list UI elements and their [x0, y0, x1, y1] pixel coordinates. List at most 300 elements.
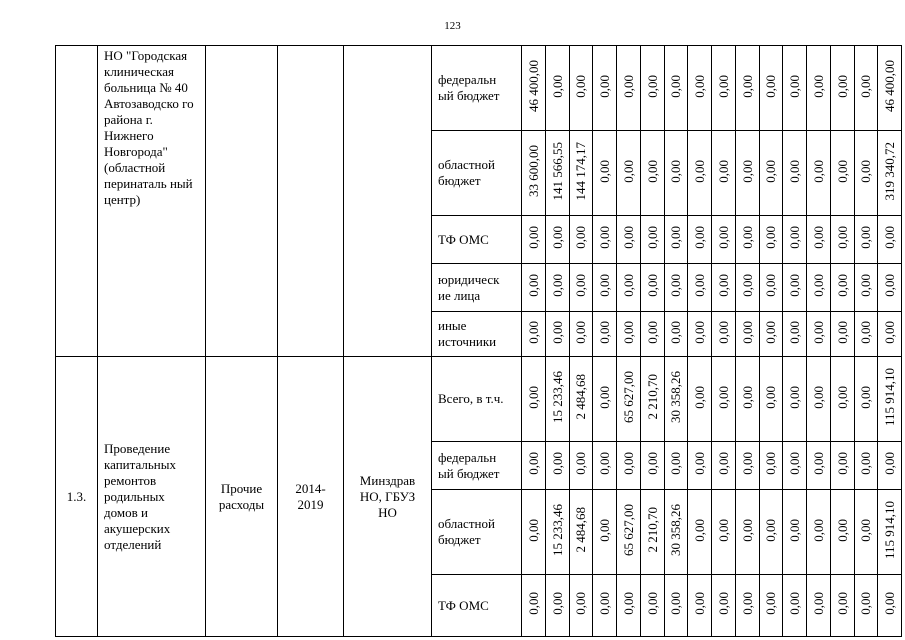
value-cell — [522, 357, 546, 442]
value-text: 0,00 — [810, 74, 826, 98]
value-cell — [545, 216, 569, 264]
expense-type-cell: Прочие расходы — [206, 357, 278, 637]
value-text: 0,00 — [597, 274, 613, 297]
value-text: 0,00 — [597, 74, 613, 98]
value-cell — [783, 490, 807, 575]
value-text: 2 210,70 — [644, 507, 660, 553]
value-cell — [545, 131, 569, 216]
value-text: 141 566,55 — [549, 141, 565, 201]
value-cell — [807, 490, 831, 575]
value-cell — [878, 490, 902, 575]
value-cell — [617, 442, 641, 490]
value-text: 46 400,00 — [882, 60, 898, 112]
value-text: 0,00 — [597, 320, 613, 344]
value-cell — [688, 264, 712, 312]
value-cell — [783, 575, 807, 637]
table-row — [56, 357, 902, 442]
value-cell — [593, 490, 617, 575]
value-text: 0,00 — [763, 274, 779, 297]
value-text: 0,00 — [549, 320, 565, 344]
value-text: 0,00 — [810, 274, 826, 297]
value-cell — [569, 312, 593, 357]
value-text: 0,00 — [739, 226, 755, 249]
value-text: 0,00 — [858, 274, 874, 297]
value-text: 0,00 — [858, 74, 874, 98]
value-cell — [569, 442, 593, 490]
value-text: 0,00 — [763, 385, 779, 409]
value-cell — [830, 442, 854, 490]
value-cell — [688, 442, 712, 490]
value-cell — [640, 131, 664, 216]
value-cell — [712, 357, 736, 442]
value-cell — [854, 490, 878, 575]
value-cell — [830, 312, 854, 357]
value-text: 0,00 — [644, 274, 660, 297]
value-cell — [688, 46, 712, 131]
value-text: 0,00 — [858, 320, 874, 344]
value-cell — [617, 46, 641, 131]
value-text: 0,00 — [715, 226, 731, 249]
value-cell — [640, 312, 664, 357]
value-text: 0,00 — [644, 159, 660, 183]
value-text: 0,00 — [620, 74, 636, 98]
value-text: 115 914,10 — [882, 367, 898, 427]
value-text: 0,00 — [739, 159, 755, 183]
value-text: 0,00 — [715, 385, 731, 409]
value-text: 0,00 — [715, 592, 731, 615]
value-text: 0,00 — [620, 452, 636, 475]
value-cell — [878, 46, 902, 131]
value-cell — [593, 442, 617, 490]
value-cell — [640, 490, 664, 575]
value-cell — [830, 575, 854, 637]
value-text: 0,00 — [573, 320, 589, 344]
value-text: 0,00 — [810, 159, 826, 183]
value-text: 0,00 — [810, 320, 826, 344]
value-text: 0,00 — [763, 518, 779, 542]
value-text: 0,00 — [597, 159, 613, 183]
value-text: 0,00 — [715, 518, 731, 542]
value-text: 0,00 — [597, 518, 613, 542]
value-text: 0,00 — [787, 320, 803, 344]
funding-source-label: областной бюджет — [432, 131, 522, 216]
value-text: 0,00 — [573, 74, 589, 98]
value-text: 0,00 — [597, 385, 613, 409]
value-text: 0,00 — [715, 159, 731, 183]
value-text: 0,00 — [810, 592, 826, 615]
value-cell — [664, 264, 688, 312]
value-text: 33 600,00 — [525, 145, 541, 197]
value-cell — [735, 46, 759, 131]
value-text: 0,00 — [525, 385, 541, 409]
value-cell — [759, 575, 783, 637]
value-cell — [617, 131, 641, 216]
value-text: 0,00 — [763, 452, 779, 475]
value-cell — [688, 312, 712, 357]
funding-source-label: федеральн ый бюджет — [432, 442, 522, 490]
value-cell — [522, 216, 546, 264]
value-text: 0,00 — [810, 226, 826, 249]
value-cell — [854, 216, 878, 264]
value-cell — [522, 131, 546, 216]
value-cell — [783, 46, 807, 131]
value-cell — [854, 575, 878, 637]
table-row — [56, 46, 902, 131]
value-cell — [712, 216, 736, 264]
value-cell — [735, 490, 759, 575]
value-text: 0,00 — [834, 159, 850, 183]
value-text: 0,00 — [787, 159, 803, 183]
value-cell — [735, 442, 759, 490]
value-text: 0,00 — [644, 226, 660, 249]
value-cell — [712, 264, 736, 312]
value-cell — [569, 357, 593, 442]
value-text: 65 627,00 — [620, 504, 636, 556]
value-cell — [593, 264, 617, 312]
value-text: 0,00 — [620, 592, 636, 615]
value-text: 0,00 — [882, 592, 898, 615]
value-text: 0,00 — [787, 74, 803, 98]
value-text: 46 400,00 — [525, 60, 541, 112]
value-text: 0,00 — [668, 74, 684, 98]
item-number-cell: 1.3. — [56, 357, 98, 637]
value-text: 0,00 — [787, 592, 803, 615]
value-cell — [640, 357, 664, 442]
value-cell — [878, 312, 902, 357]
value-text: 0,00 — [834, 385, 850, 409]
value-text: 0,00 — [739, 274, 755, 297]
value-cell — [593, 131, 617, 216]
value-cell — [569, 575, 593, 637]
value-text: 0,00 — [692, 320, 708, 344]
value-text: 0,00 — [573, 274, 589, 297]
value-cell — [783, 131, 807, 216]
value-text: 0,00 — [692, 74, 708, 98]
value-text: 0,00 — [549, 592, 565, 615]
value-text: 0,00 — [834, 518, 850, 542]
value-text: 0,00 — [525, 226, 541, 249]
value-cell — [545, 264, 569, 312]
value-text: 0,00 — [834, 226, 850, 249]
value-text: 0,00 — [644, 452, 660, 475]
value-cell — [664, 131, 688, 216]
value-text: 0,00 — [739, 320, 755, 344]
value-text: 319 340,72 — [882, 141, 898, 201]
value-text: 0,00 — [715, 320, 731, 344]
value-cell — [783, 216, 807, 264]
value-text: 0,00 — [573, 592, 589, 615]
value-cell — [759, 442, 783, 490]
funding-source-label: юридическ ие лица — [432, 264, 522, 312]
value-text: 0,00 — [668, 226, 684, 249]
value-cell — [807, 46, 831, 131]
value-cell — [688, 490, 712, 575]
value-text: 0,00 — [549, 74, 565, 98]
value-text: 0,00 — [763, 320, 779, 344]
value-cell — [545, 442, 569, 490]
value-cell — [522, 46, 546, 131]
value-cell — [712, 490, 736, 575]
value-text: 0,00 — [692, 226, 708, 249]
value-text: 0,00 — [597, 452, 613, 475]
value-text: 0,00 — [739, 385, 755, 409]
value-text: 0,00 — [668, 452, 684, 475]
value-cell — [617, 357, 641, 442]
value-text: 0,00 — [834, 274, 850, 297]
value-cell — [783, 312, 807, 357]
value-cell — [593, 312, 617, 357]
value-cell — [545, 357, 569, 442]
value-cell — [522, 442, 546, 490]
value-cell — [664, 216, 688, 264]
value-cell — [664, 490, 688, 575]
value-text: 0,00 — [787, 518, 803, 542]
value-cell — [640, 46, 664, 131]
value-cell — [807, 575, 831, 637]
value-text: 0,00 — [525, 274, 541, 297]
value-cell — [640, 442, 664, 490]
value-cell — [854, 357, 878, 442]
value-cell — [712, 575, 736, 637]
value-text: 0,00 — [668, 159, 684, 183]
value-cell — [569, 46, 593, 131]
value-text: 0,00 — [834, 74, 850, 98]
value-cell — [854, 264, 878, 312]
value-text: 0,00 — [668, 592, 684, 615]
value-cell — [759, 216, 783, 264]
value-text: 0,00 — [858, 159, 874, 183]
value-cell — [545, 490, 569, 575]
funding-source-label: иные источники — [432, 312, 522, 357]
value-text: 0,00 — [644, 592, 660, 615]
value-text: 0,00 — [739, 518, 755, 542]
value-text: 0,00 — [882, 320, 898, 344]
value-text: 65 627,00 — [620, 371, 636, 423]
value-text: 0,00 — [858, 385, 874, 409]
value-cell — [664, 442, 688, 490]
value-cell — [807, 442, 831, 490]
value-text: 0,00 — [787, 226, 803, 249]
value-cell — [712, 46, 736, 131]
value-text: 0,00 — [715, 74, 731, 98]
value-cell — [759, 357, 783, 442]
value-text: 0,00 — [525, 518, 541, 542]
value-cell — [617, 216, 641, 264]
page-number: 123 — [444, 20, 461, 32]
value-text: 0,00 — [573, 226, 589, 249]
value-cell — [640, 575, 664, 637]
value-cell — [830, 131, 854, 216]
value-cell — [759, 131, 783, 216]
value-cell — [807, 312, 831, 357]
expense-type-cell — [206, 46, 278, 357]
value-text: 0,00 — [620, 226, 636, 249]
value-text: 0,00 — [692, 518, 708, 542]
value-cell — [712, 312, 736, 357]
value-text: 0,00 — [763, 226, 779, 249]
executor-cell — [344, 46, 432, 357]
value-cell — [878, 575, 902, 637]
value-cell — [617, 490, 641, 575]
item-name-cell: Проведение капитальных ремонтов родильных домов и акушерских отделений — [98, 357, 206, 637]
value-cell — [712, 442, 736, 490]
value-cell — [783, 264, 807, 312]
value-text: 0,00 — [763, 74, 779, 98]
value-cell — [640, 216, 664, 264]
funding-source-label: ТФ ОМС — [432, 575, 522, 637]
value-text: 0,00 — [644, 320, 660, 344]
value-cell — [522, 264, 546, 312]
value-cell — [664, 357, 688, 442]
value-cell — [569, 490, 593, 575]
funding-source-label: Всего, в т.ч. — [432, 357, 522, 442]
period-cell: 2014-2019 — [278, 357, 344, 637]
value-cell — [830, 357, 854, 442]
value-text: 0,00 — [858, 226, 874, 249]
funding-source-label: ТФ ОМС — [432, 216, 522, 264]
value-cell — [830, 216, 854, 264]
value-text: 115 914,10 — [882, 500, 898, 560]
item-name-cell: НО "Городская клиническая больница № 40 Автозаводско го района г. Нижнего Новгорода" (областной перинаталь ный центр) — [98, 46, 206, 357]
value-cell — [640, 264, 664, 312]
value-text: 2 210,70 — [644, 374, 660, 420]
value-cell — [617, 312, 641, 357]
funding-source-label: федеральн ый бюджет — [432, 46, 522, 131]
value-cell — [593, 575, 617, 637]
value-cell — [545, 46, 569, 131]
value-text: 30 358,26 — [668, 504, 684, 556]
value-text: 0,00 — [810, 452, 826, 475]
value-cell — [807, 264, 831, 312]
value-cell — [807, 131, 831, 216]
value-cell — [878, 131, 902, 216]
value-cell — [712, 131, 736, 216]
value-cell — [664, 46, 688, 131]
value-text: 0,00 — [715, 274, 731, 297]
value-cell — [688, 216, 712, 264]
value-cell — [735, 216, 759, 264]
value-text: 0,00 — [692, 159, 708, 183]
value-cell — [688, 357, 712, 442]
value-text: 0,00 — [882, 226, 898, 249]
executor-cell: Минздрав НО, ГБУЗ НО — [344, 357, 432, 637]
period-cell — [278, 46, 344, 357]
value-cell — [522, 575, 546, 637]
value-cell — [569, 216, 593, 264]
value-cell — [522, 312, 546, 357]
value-text: 15 233,46 — [549, 371, 565, 423]
value-cell — [854, 312, 878, 357]
value-text: 0,00 — [739, 592, 755, 615]
value-text: 0,00 — [834, 320, 850, 344]
value-text: 0,00 — [597, 592, 613, 615]
value-cell — [735, 312, 759, 357]
value-cell — [735, 264, 759, 312]
value-text: 0,00 — [810, 385, 826, 409]
item-number-cell — [56, 46, 98, 357]
value-text: 0,00 — [597, 226, 613, 249]
value-text: 0,00 — [573, 452, 589, 475]
value-cell — [735, 357, 759, 442]
value-text: 0,00 — [858, 452, 874, 475]
value-cell — [759, 490, 783, 575]
value-text: 0,00 — [787, 452, 803, 475]
value-text: 0,00 — [525, 452, 541, 475]
value-cell — [807, 216, 831, 264]
value-text: 0,00 — [692, 385, 708, 409]
value-cell — [735, 575, 759, 637]
value-cell — [688, 575, 712, 637]
value-text: 0,00 — [787, 385, 803, 409]
value-cell — [854, 442, 878, 490]
value-cell — [522, 490, 546, 575]
value-cell — [593, 216, 617, 264]
value-cell — [830, 264, 854, 312]
value-cell — [783, 442, 807, 490]
value-text: 0,00 — [692, 592, 708, 615]
value-text: 2 484,68 — [573, 507, 589, 553]
value-cell — [688, 131, 712, 216]
value-text: 0,00 — [668, 320, 684, 344]
value-text: 0,00 — [858, 592, 874, 615]
value-text: 0,00 — [620, 159, 636, 183]
value-text: 0,00 — [882, 274, 898, 297]
value-text: 0,00 — [787, 274, 803, 297]
value-text: 0,00 — [739, 74, 755, 98]
value-text: 0,00 — [834, 452, 850, 475]
value-cell — [569, 264, 593, 312]
value-text: 15 233,46 — [549, 504, 565, 556]
value-cell — [783, 357, 807, 442]
value-text: 0,00 — [692, 274, 708, 297]
value-text: 0,00 — [549, 452, 565, 475]
value-cell — [593, 357, 617, 442]
value-text: 0,00 — [763, 592, 779, 615]
value-text: 0,00 — [810, 518, 826, 542]
value-cell — [664, 312, 688, 357]
value-text: 0,00 — [620, 274, 636, 297]
value-cell — [569, 131, 593, 216]
value-text: 0,00 — [525, 592, 541, 615]
value-text: 2 484,68 — [573, 374, 589, 420]
value-cell — [759, 46, 783, 131]
value-cell — [593, 46, 617, 131]
value-text: 0,00 — [715, 452, 731, 475]
value-text: 0,00 — [668, 274, 684, 297]
value-text: 0,00 — [549, 226, 565, 249]
value-cell — [830, 490, 854, 575]
budget-table — [55, 45, 902, 637]
value-text: 0,00 — [620, 320, 636, 344]
value-text: 0,00 — [834, 592, 850, 615]
value-cell — [545, 575, 569, 637]
value-cell — [878, 357, 902, 442]
funding-source-label: областной бюджет — [432, 490, 522, 575]
value-cell — [854, 131, 878, 216]
value-cell — [878, 264, 902, 312]
value-text: 0,00 — [882, 452, 898, 475]
value-cell — [545, 312, 569, 357]
value-text: 0,00 — [858, 518, 874, 542]
value-text: 0,00 — [763, 159, 779, 183]
value-cell — [759, 264, 783, 312]
value-text: 0,00 — [692, 452, 708, 475]
value-cell — [878, 216, 902, 264]
value-cell — [854, 46, 878, 131]
value-cell — [617, 264, 641, 312]
value-text: 0,00 — [549, 274, 565, 297]
value-text: 144 174,17 — [573, 141, 589, 201]
